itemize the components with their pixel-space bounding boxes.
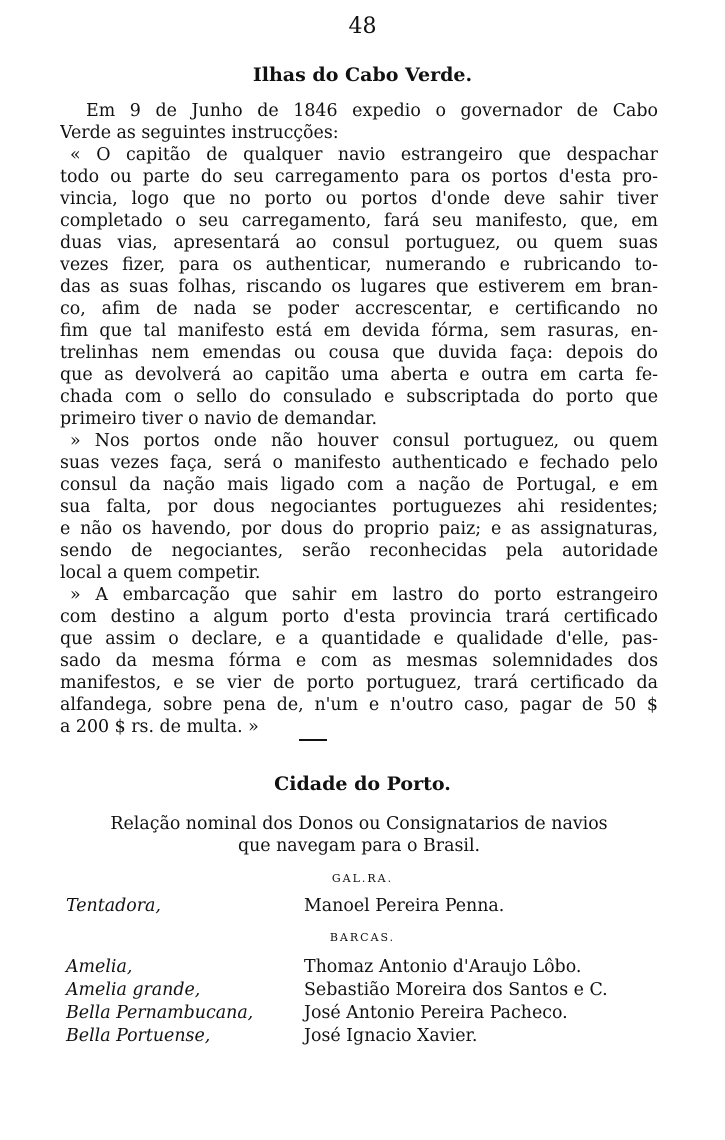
text-line: Verde as seguintes instrucções:: [60, 123, 339, 143]
section-divider: [299, 739, 327, 741]
text-line: que assim o declare, e a quantidade e qualidade d'elle, pas-: [60, 629, 658, 649]
owner-name: José Antonio Pereira Pacheco.: [304, 1003, 568, 1023]
text-line: e não os havendo, por dous do proprio paiz; e as assignaturas,: [60, 519, 658, 539]
text-line: a 200 $ rs. de multa. »: [60, 717, 259, 737]
ship-name: Bella Pernambucana,: [66, 1003, 254, 1023]
ship-name: Tentadora,: [66, 896, 161, 916]
ship-name: Amelia,: [66, 957, 133, 977]
text-line: manifestos, e se vier de porto portuguez, trará certificado da: [60, 673, 658, 693]
text-line: local a quem competir.: [60, 563, 261, 583]
text-line: consul da nação mais ligado com a nação de Portugal, e em: [60, 475, 658, 495]
text-line: sendo de negociantes, serão reconhecidas pela autoridade: [60, 541, 658, 561]
text-line: suas vezes faça, será o manifesto authenticado e fechado pelo: [60, 453, 658, 473]
text-line: duas vias, apresentará ao consul portuguez, ou quem suas: [60, 233, 658, 253]
text-line: com destino a algum porto d'esta provincia trará certificado: [60, 607, 658, 627]
ship-row: [66, 895, 666, 917]
group-heading-barcas: BARCAS.: [329, 931, 396, 944]
instructions-text: [60, 100, 658, 738]
owner-name: Sebastião Moreira dos Santos e C.: [304, 980, 608, 1000]
ship-name: Bella Portuense,: [66, 1026, 211, 1046]
text-line: todo ou parte do seu carregamento para os portos d'esta pro-: [60, 167, 658, 187]
text-line: sua falta, por dous negociantes portuguezes ahi residentes;: [60, 497, 658, 517]
relation-heading: [60, 813, 658, 857]
owner-name: Thomaz Antonio d'Araujo Lôbo.: [304, 957, 582, 977]
text-line: trelinhas nem emendas ou cousa que duvida faça: depois do: [60, 343, 658, 363]
text-line: completado o seu carregamento, fará seu manifesto, que, em: [60, 211, 658, 231]
ship-name: Amelia grande,: [66, 980, 201, 1000]
relation-line: que navegam para o Brasil.: [237, 836, 481, 856]
text-line: chada com o sello do consulado e subscriptada do porto que: [60, 387, 658, 407]
text-line: sado da mesma fórma e com as mesmas solemnidades dos: [60, 651, 658, 671]
ship-row: [66, 956, 666, 978]
text-line: » Nos portos onde não houver consul portuguez, ou quem: [70, 431, 658, 451]
ship-row: [66, 1025, 666, 1047]
text-line: fim que tal manifesto está em devida fórma, sem rasuras, en-: [60, 321, 658, 341]
text-line: que as devolverá ao capitão uma aberta e outra em carta fe-: [60, 365, 658, 385]
owner-name: José Ignacio Xavier.: [304, 1026, 478, 1046]
text-line: primeiro tiver o navio de demandar.: [60, 409, 377, 429]
section-title-porto: Cidade do Porto.: [274, 773, 451, 795]
group-heading-galera: GAL.RA.: [331, 872, 394, 885]
page-number: 48: [348, 14, 377, 39]
section-title-cabo-verde: Ilhas do Cabo Verde.: [252, 64, 473, 86]
text-line: alfandega, sobre pena de, n'um e n'outro caso, pagar de 50 $: [60, 695, 658, 715]
ship-row: [66, 979, 666, 1001]
owner-name: Manoel Pereira Penna.: [304, 896, 505, 916]
text-line: das as suas folhas, riscando os lugares que estiverem em bran-: [60, 277, 658, 297]
text-line: Em 9 de Junho de 1846 expedio o governador de Cabo: [86, 101, 658, 121]
ship-row: [66, 1002, 666, 1024]
text-line: vezes fizer, para os authenticar, numerando e rubricando to-: [60, 255, 658, 275]
text-line: » A embarcação que sahir em lastro do porto estrangeiro: [70, 585, 658, 605]
relation-line: Relação nominal dos Donos ou Consignatarios de navios: [110, 814, 608, 834]
text-line: vincia, logo que no porto ou portos d'onde deve sahir tiver: [60, 189, 658, 209]
text-line: co, afim de nada se poder accrescentar, e certificando no: [60, 299, 658, 319]
text-line: « O capitão de qualquer navio estrangeiro que despachar: [70, 145, 658, 165]
